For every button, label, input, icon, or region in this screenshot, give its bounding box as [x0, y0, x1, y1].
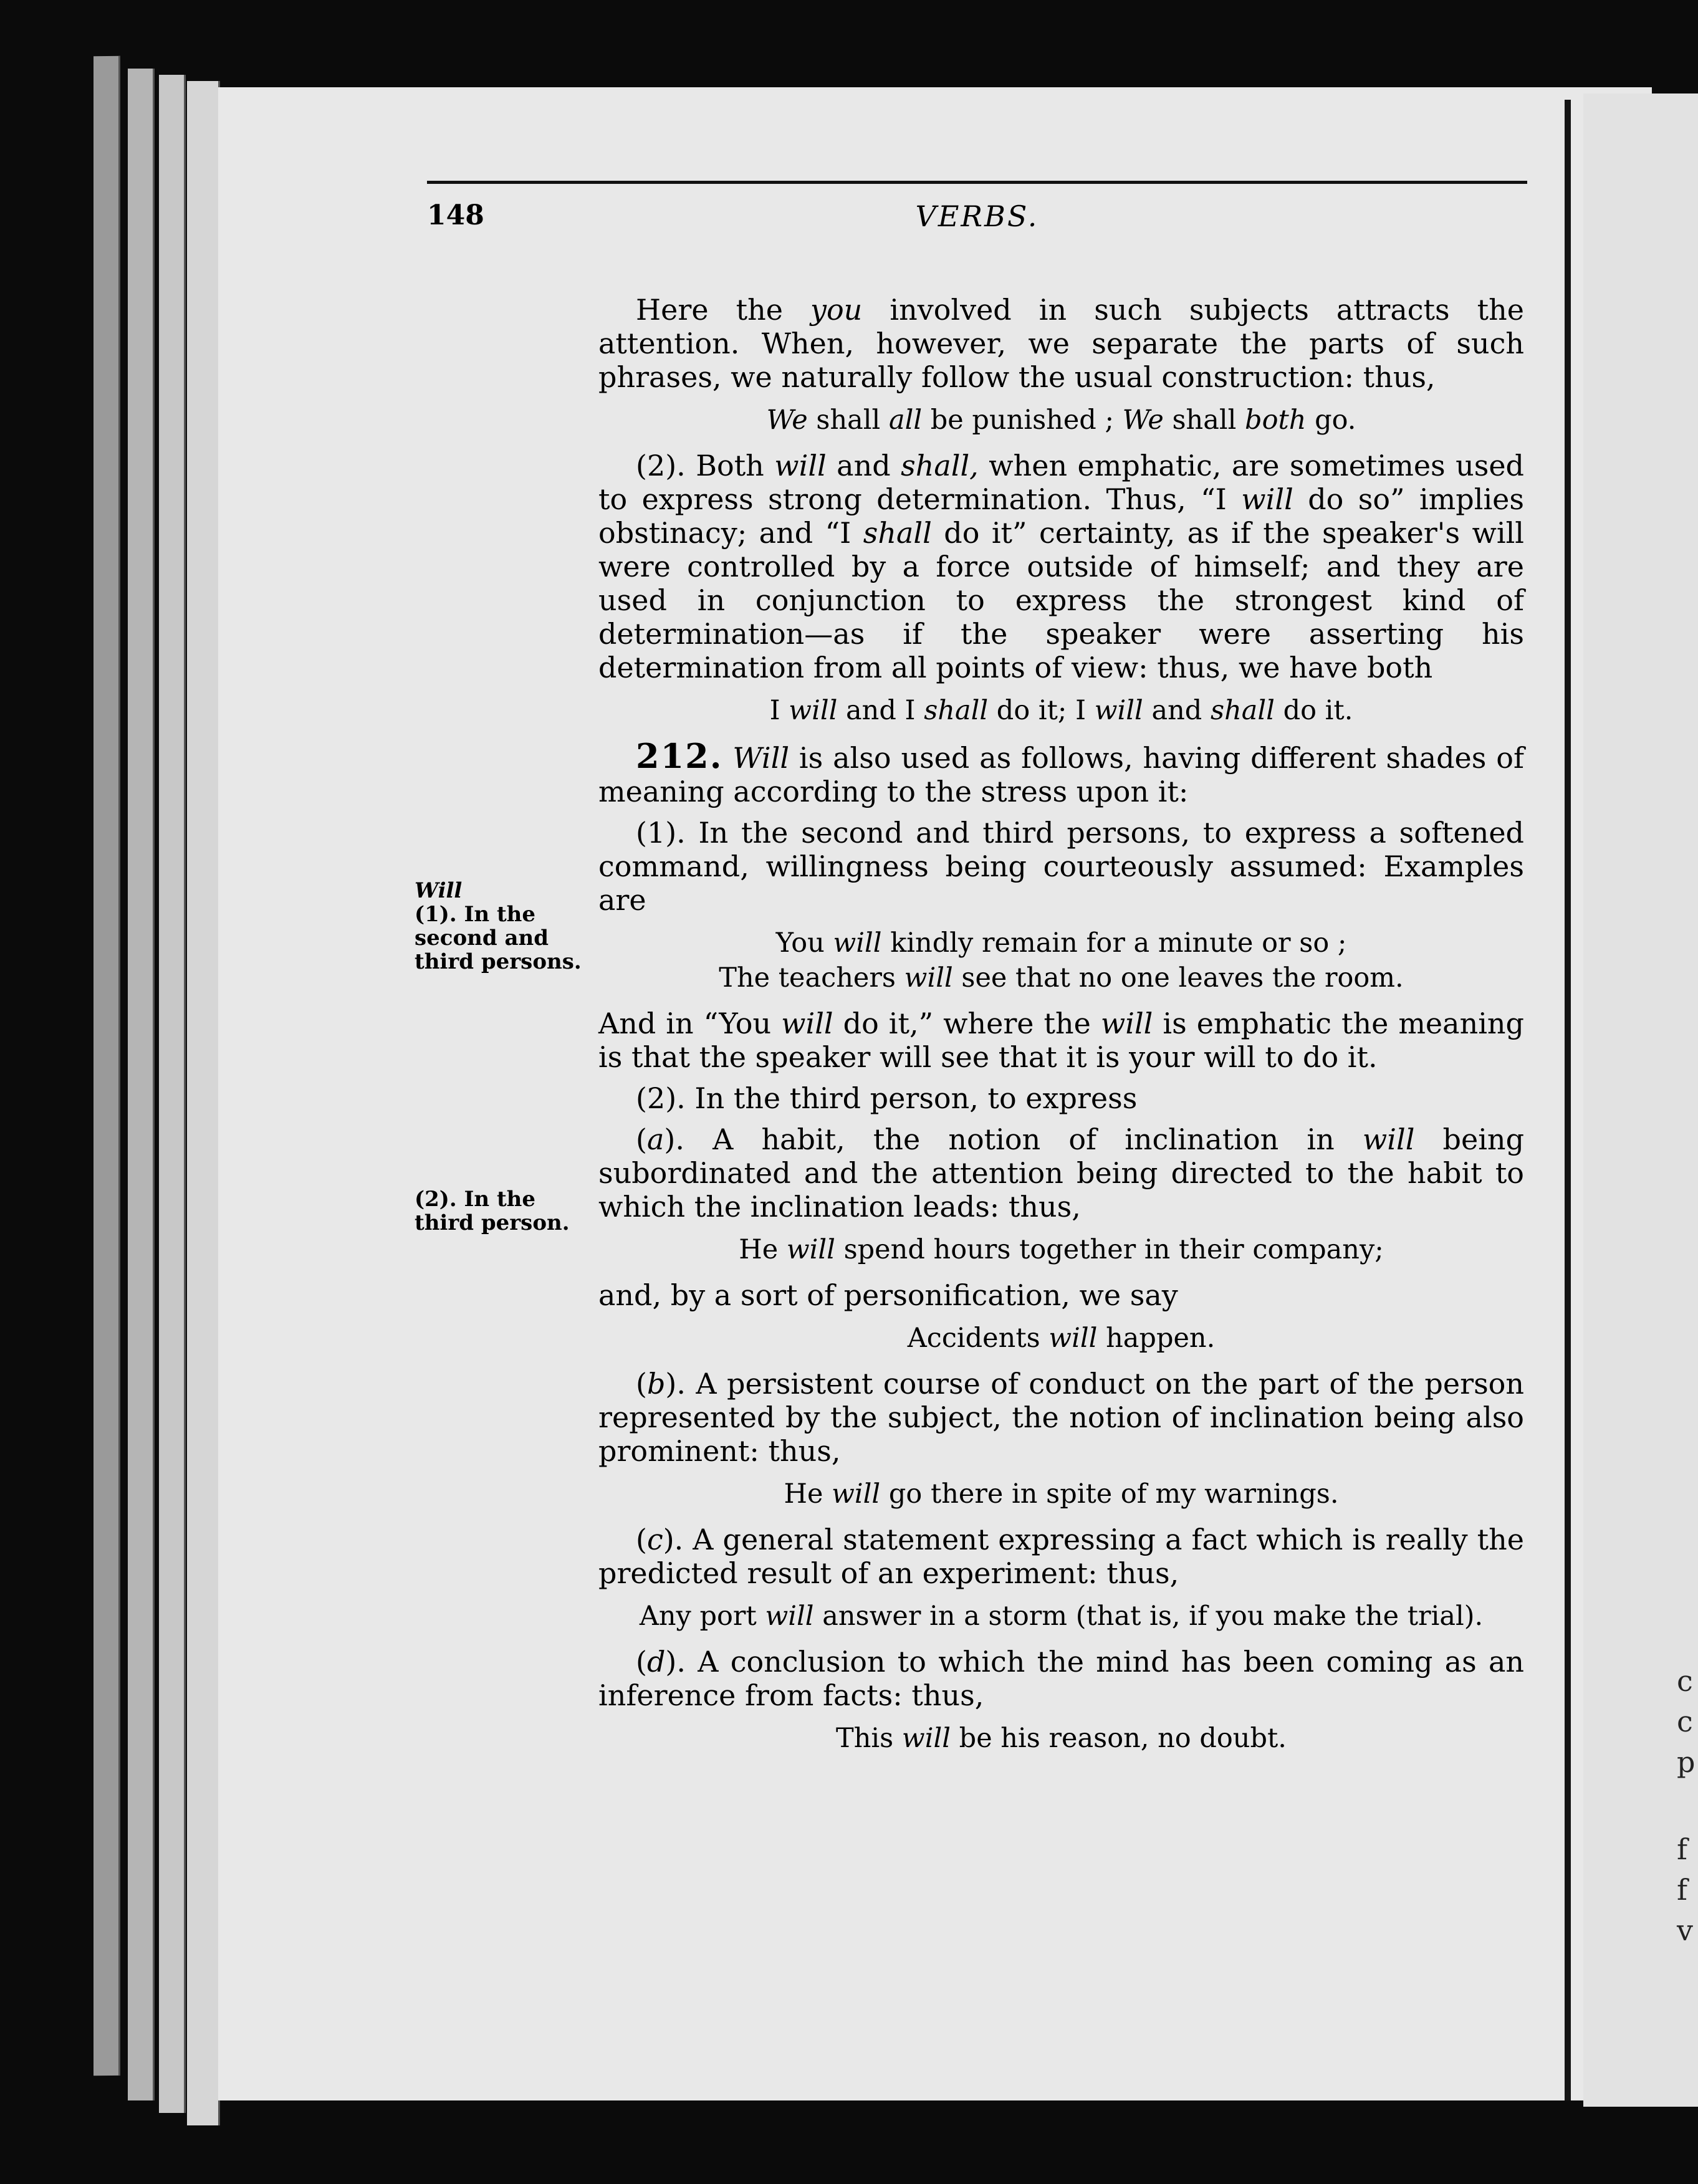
example-line: Accidents will happen.: [907, 1323, 1216, 1354]
page-edge: [159, 75, 186, 2113]
margin-note-text: (2). In the third person.: [415, 1187, 570, 1235]
facing-page-fragment: [1583, 93, 1698, 2107]
paragraph: (d). A conclusion to which the mind has been coming as an inference from facts: thus,: [598, 1645, 1524, 1712]
paragraph: (c). A general statement expressing a fact which is really the predicted result of an experiment: thus,: [598, 1523, 1524, 1590]
example-line: He will go there in spite of my warnings.: [784, 1478, 1339, 1510]
example-line: You will kindly remain for a minute or so ;: [775, 927, 1347, 959]
page-number: 148: [427, 199, 484, 231]
body-text: [598, 293, 1524, 1767]
paragraph: (1). In the second and third persons, to express a softened command, willingness being courteously assumed: Examples are: [598, 816, 1524, 917]
example-line: We shall all be punished ; We shall both go.: [766, 405, 1356, 436]
facing-page-letter: p: [1677, 1745, 1696, 1779]
facing-page-letter: f: [1677, 1873, 1688, 1907]
page-edge: [94, 56, 120, 2076]
example-line: He will spend hours together in their company;: [739, 1234, 1384, 1265]
section-number: 212.: [636, 736, 723, 776]
paragraph: (a). A habit, the notion of inclination in will being subordinated and the attention being directed to the habit to which the inclination leads: thus,: [598, 1123, 1525, 1224]
paragraph: (2). In the third person, to express: [636, 1081, 1138, 1115]
paragraph: and, by a sort of personification, we say: [598, 1278, 1178, 1312]
paragraph: (b). A persistent course of conduct on the part of the person represented by the subject, the notion of inclination being also prominent: thus,: [598, 1367, 1524, 1468]
paragraph: And in “You will do it,” where the will is emphatic the meaning is that the speaker will see that it is your will to do it.: [598, 1007, 1524, 1074]
facing-page-letter: v: [1677, 1913, 1693, 1947]
paragraph: Here the you involved in such subjects attracts the attention. When, however, we separate the parts of such phrases, we naturally follow the usual construction: thus,: [598, 293, 1524, 394]
page-title: VERBS.: [915, 199, 1039, 233]
margin-note-third-person: [415, 1187, 602, 1235]
facing-page-letter: c: [1677, 1705, 1693, 1738]
example-line: Any port will answer in a storm (that is, if you make the trial).: [639, 1601, 1484, 1632]
page-edge: [128, 69, 155, 2100]
facing-page-letter: c: [1677, 1664, 1693, 1698]
example-line: This will be his reason, no doubt.: [836, 1723, 1287, 1754]
facing-page-letter: f: [1677, 1832, 1688, 1866]
running-head: [427, 112, 1527, 233]
section-212: 212. Will is also used as follows, having different shades of meaning according to the stress upon it:: [598, 736, 1524, 808]
example-line: The teachers will see that no one leaves the room.: [719, 962, 1404, 994]
margin-note-second-third-persons: [415, 879, 602, 974]
paragraph: (2). Both will and shall, when emphatic, are sometimes used to express strong determination. Thus, “I will do so” implies obstinacy; and “I shall do it” certainty, as if the speaker's will were controlled by a force outside of himself; and they are used in conjunction to express the strongest kind of determination—as if the speaker were asserting his determination from all points of view: thus, we have both: [598, 449, 1524, 684]
margin-note-text: (1). In the second and third persons.: [415, 902, 582, 974]
margin-note-title: Will: [415, 878, 463, 903]
example-line: I will and I shall do it; I will and shall do it.: [769, 695, 1353, 726]
page-edge: [187, 81, 220, 2125]
book-gutter: [1565, 100, 1571, 2100]
